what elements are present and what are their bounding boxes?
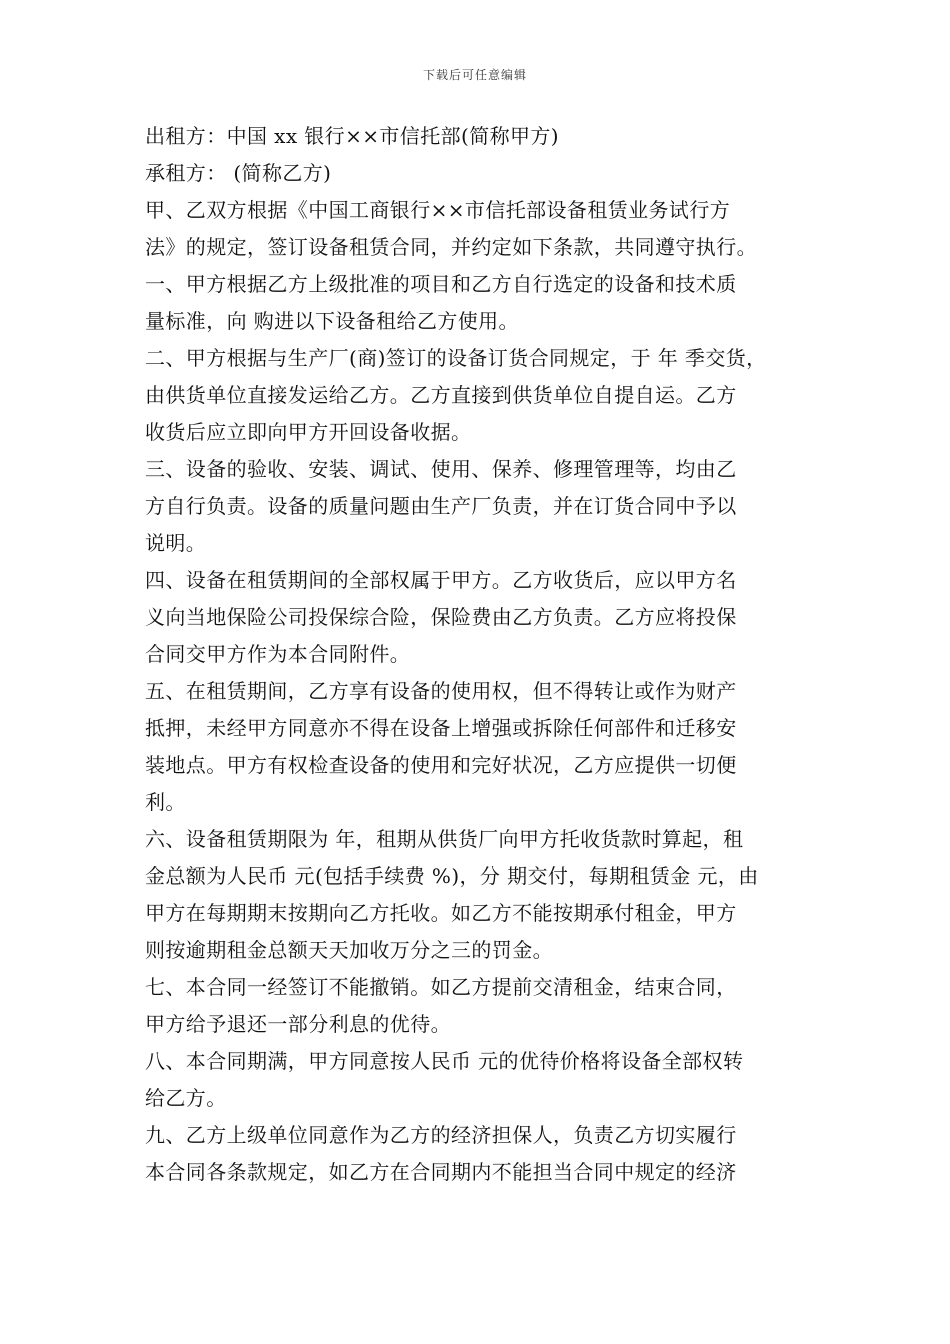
- header-note: 下载后可任意编辑: [422, 68, 527, 82]
- text-line: 说明。: [145, 531, 207, 555]
- document-body: [145, 118, 809, 1191]
- text-line: 金总额为人民币 元(包括手续费 %)，分 期交付，每期租赁金 元，由: [145, 864, 759, 888]
- text-line: 甲方给予退还一部分利息的优待。: [145, 1012, 451, 1036]
- text-line: 收货后应立即向甲方开回设备收据。: [145, 420, 472, 444]
- text-line: 利。: [145, 790, 186, 814]
- text-line: 给乙方。: [145, 1086, 227, 1110]
- text-line: 出租方：中国 xx 银行××市信托部(简称甲方): [145, 124, 559, 148]
- text-line: 法》的规定，签订设备租赁合同，并约定如下条款，共同遵守执行。: [145, 235, 757, 259]
- text-line: 本合同各条款规定，如乙方在合同期内不能担当合同中规定的经济: [145, 1160, 737, 1184]
- text-line: 五、在租赁期间，乙方享有设备的使用权，但不得转让或作为财产: [145, 679, 737, 703]
- text-line: 八、本合同期满，甲方同意按人民币 元的优待价格将设备全部权转: [145, 1049, 744, 1073]
- text-line: 承租方： (简称乙方): [145, 161, 332, 185]
- text-line: 方自行负责。设备的质量问题由生产厂负责，并在订货合同中予以: [145, 494, 737, 518]
- text-line: 七、本合同一经签订不能撤销。如乙方提前交清租金，结束合同，: [145, 975, 737, 999]
- text-line: 九、乙方上级单位同意作为乙方的经济担保人，负责乙方切实履行: [145, 1123, 737, 1147]
- text-line: 装地点。甲方有权检查设备的使用和完好状况，乙方应提供一切便: [145, 753, 737, 777]
- text-line: 抵押，未经甲方同意亦不得在设备上增强或拆除任何部件和迁移安: [145, 716, 737, 740]
- text-line: 二、甲方根据与生产厂(商)签订的设备订货合同规定，于 年 季交货，: [145, 346, 767, 370]
- text-line: 由供货单位直接发运给乙方。乙方直接到供货单位自提自运。乙方: [145, 383, 737, 407]
- text-line: 甲、乙双方根据《中国工商银行××市信托部设备租赁业务试行方: [145, 198, 731, 222]
- text-line: 合同交甲方作为本合同附件。: [145, 642, 411, 666]
- text-line: 义向当地保险公司投保综合险，保险费由乙方负责。乙方应将投保: [145, 605, 737, 629]
- text-line: 甲方在每期期末按期向乙方托收。如乙方不能按期承付租金，甲方: [145, 901, 737, 925]
- text-line: 量标准，向 购进以下设备租给乙方使用。: [145, 309, 519, 333]
- text-line: 三、设备的验收、安装、调试、使用、保养、修理管理等，均由乙: [145, 457, 737, 481]
- text-line: 则按逾期租金总额天天加收万分之三的罚金。: [145, 938, 553, 962]
- text-line: 四、设备在租赁期间的全部权属于甲方。乙方收货后，应以甲方名: [145, 568, 737, 592]
- text-line: 一、甲方根据乙方上级批准的项目和乙方自行选定的设备和技术质: [145, 272, 737, 296]
- text-line: 六、设备租赁期限为 年，租期从供货厂向甲方托收货款时算起，租: [145, 827, 744, 851]
